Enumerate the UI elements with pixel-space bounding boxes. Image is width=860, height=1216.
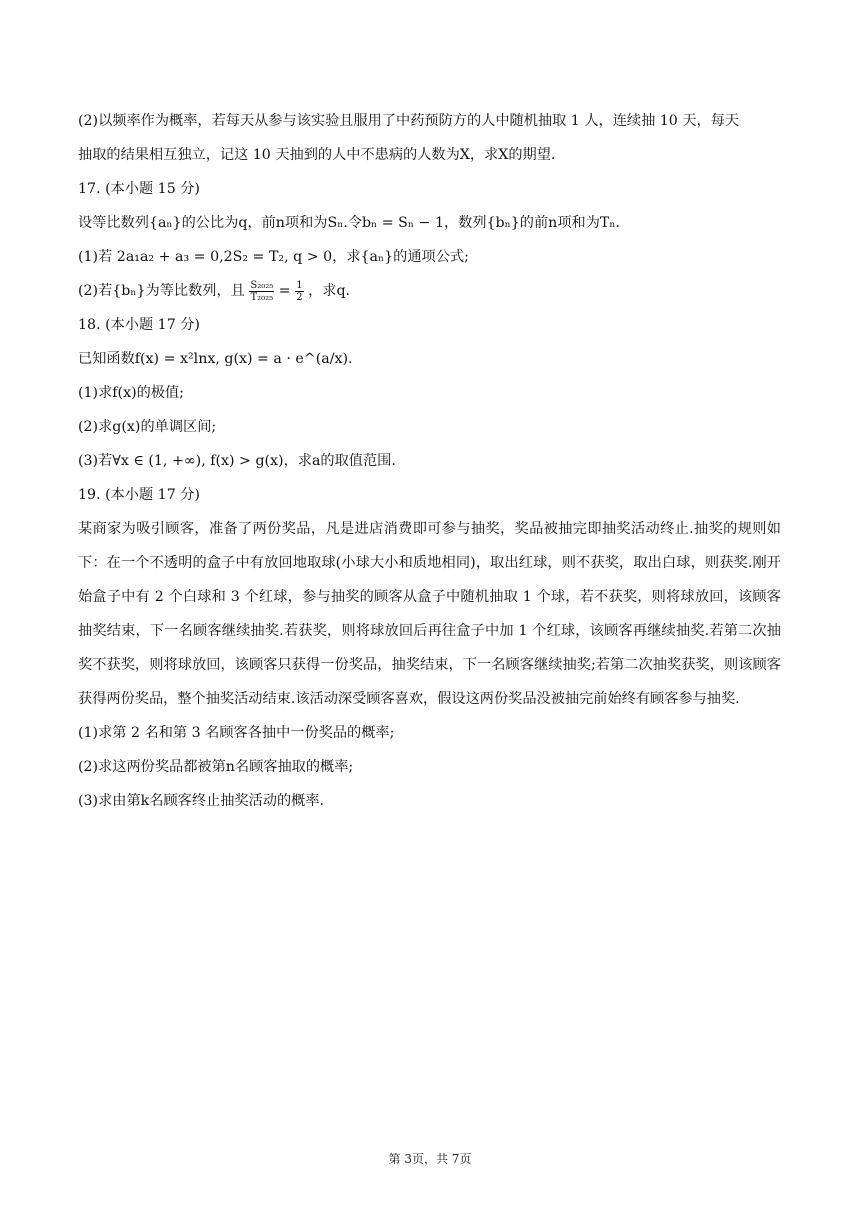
q18-stem: 已知函数f(x) = x²lnx, g(x) = a · e^(a/x). bbox=[78, 351, 353, 367]
q17-part2-prefix: (2)若{bₙ}为等比数列，且 bbox=[78, 283, 245, 299]
q19-stem: 某商家为吸引顾客，准备了两份奖品，凡是进店消费即可参与抽奖，奖品被抽完即抽奖活动终止.抽奖的规则如下：在一个不透明的盒子中有放回地取球(小球大小和质地相同)，取出红球，则不获奖，取出白球，则获奖.刚开始盒子中有 2 个白球和 3 个红球，参与抽奖的顾客从盒子中随机抽取 1 个球，若不获奖，则将球放回，该顾客抽奖结束，下一名顾客继续抽奖.若获奖，则将球放回后再往盒子中加 1 个红球，该顾客再继续抽奖.若第二次抽奖不获奖，则将球放回，该顾客只获得一份奖品，抽奖结束，下一名顾客继续抽奖;若第二次抽奖获奖，则该顾客获得两份奖品，整个抽奖活动结束.该活动深受顾客喜欢，假设这两份奖品没被抽完前始终有顾客参与抽奖. bbox=[78, 521, 781, 707]
q19-part3: (3)求由第k名顾客终止抽奖活动的概率. bbox=[78, 793, 325, 809]
q16-part2-line2: 抽取的结果相互独立，记这 10 天抽到的人中不患病的人数为X，求X的期望. bbox=[78, 147, 556, 163]
page-content bbox=[78, 104, 781, 818]
q17-part2 bbox=[78, 274, 781, 308]
fraction-s-over-t bbox=[249, 280, 274, 303]
q17-part1: (1)若 2a₁a₂ + a₃ = 0,2S₂ = T₂, q > 0，求{aₙ}的通项公式; bbox=[78, 249, 469, 265]
q17-stem: 设等比数列{aₙ}的公比为q，前n项和为Sₙ.令bₙ = Sₙ − 1，数列{bₙ}的前n项和为Tₙ. bbox=[78, 215, 620, 231]
fraction-denominator: 2 bbox=[296, 291, 303, 303]
q18-part1: (1)求f(x)的极值; bbox=[78, 385, 184, 401]
q18-heading: 18. (本小题 17 分) bbox=[78, 317, 200, 333]
fraction-numerator: 1 bbox=[296, 279, 303, 291]
q19-part1: (1)求第 2 名和第 3 名顾客各抽中一份奖品的概率; bbox=[78, 725, 395, 741]
fraction-numerator: S₂₀₂₅ bbox=[250, 279, 274, 291]
q17-part2-equals: = bbox=[278, 283, 296, 299]
q19-heading: 19. (本小题 17 分) bbox=[78, 487, 200, 503]
q18-part2: (2)求g(x)的单调区间; bbox=[78, 419, 217, 435]
q19-part2: (2)求这两份奖品都被第n名顾客抽取的概率; bbox=[78, 759, 354, 775]
q16-part2-line1: (2)以频率作为概率，若每天从参与该实验且服用了中药预防方的人中随机抽取 1 人，连续抽 10 天，每天 bbox=[78, 113, 740, 129]
fraction-denominator: T₂₀₂₅ bbox=[250, 291, 274, 303]
q17-part2-suffix: ，求q. bbox=[308, 283, 351, 299]
page-footer: 第 3页，共 7页 bbox=[388, 1152, 472, 1166]
fraction-one-half bbox=[295, 280, 303, 303]
q17-heading: 17. (本小题 15 分) bbox=[78, 181, 200, 197]
q18-part3: (3)若∀x ∈ (1, +∞), f(x) > g(x)，求a的取值范围. bbox=[78, 453, 396, 469]
